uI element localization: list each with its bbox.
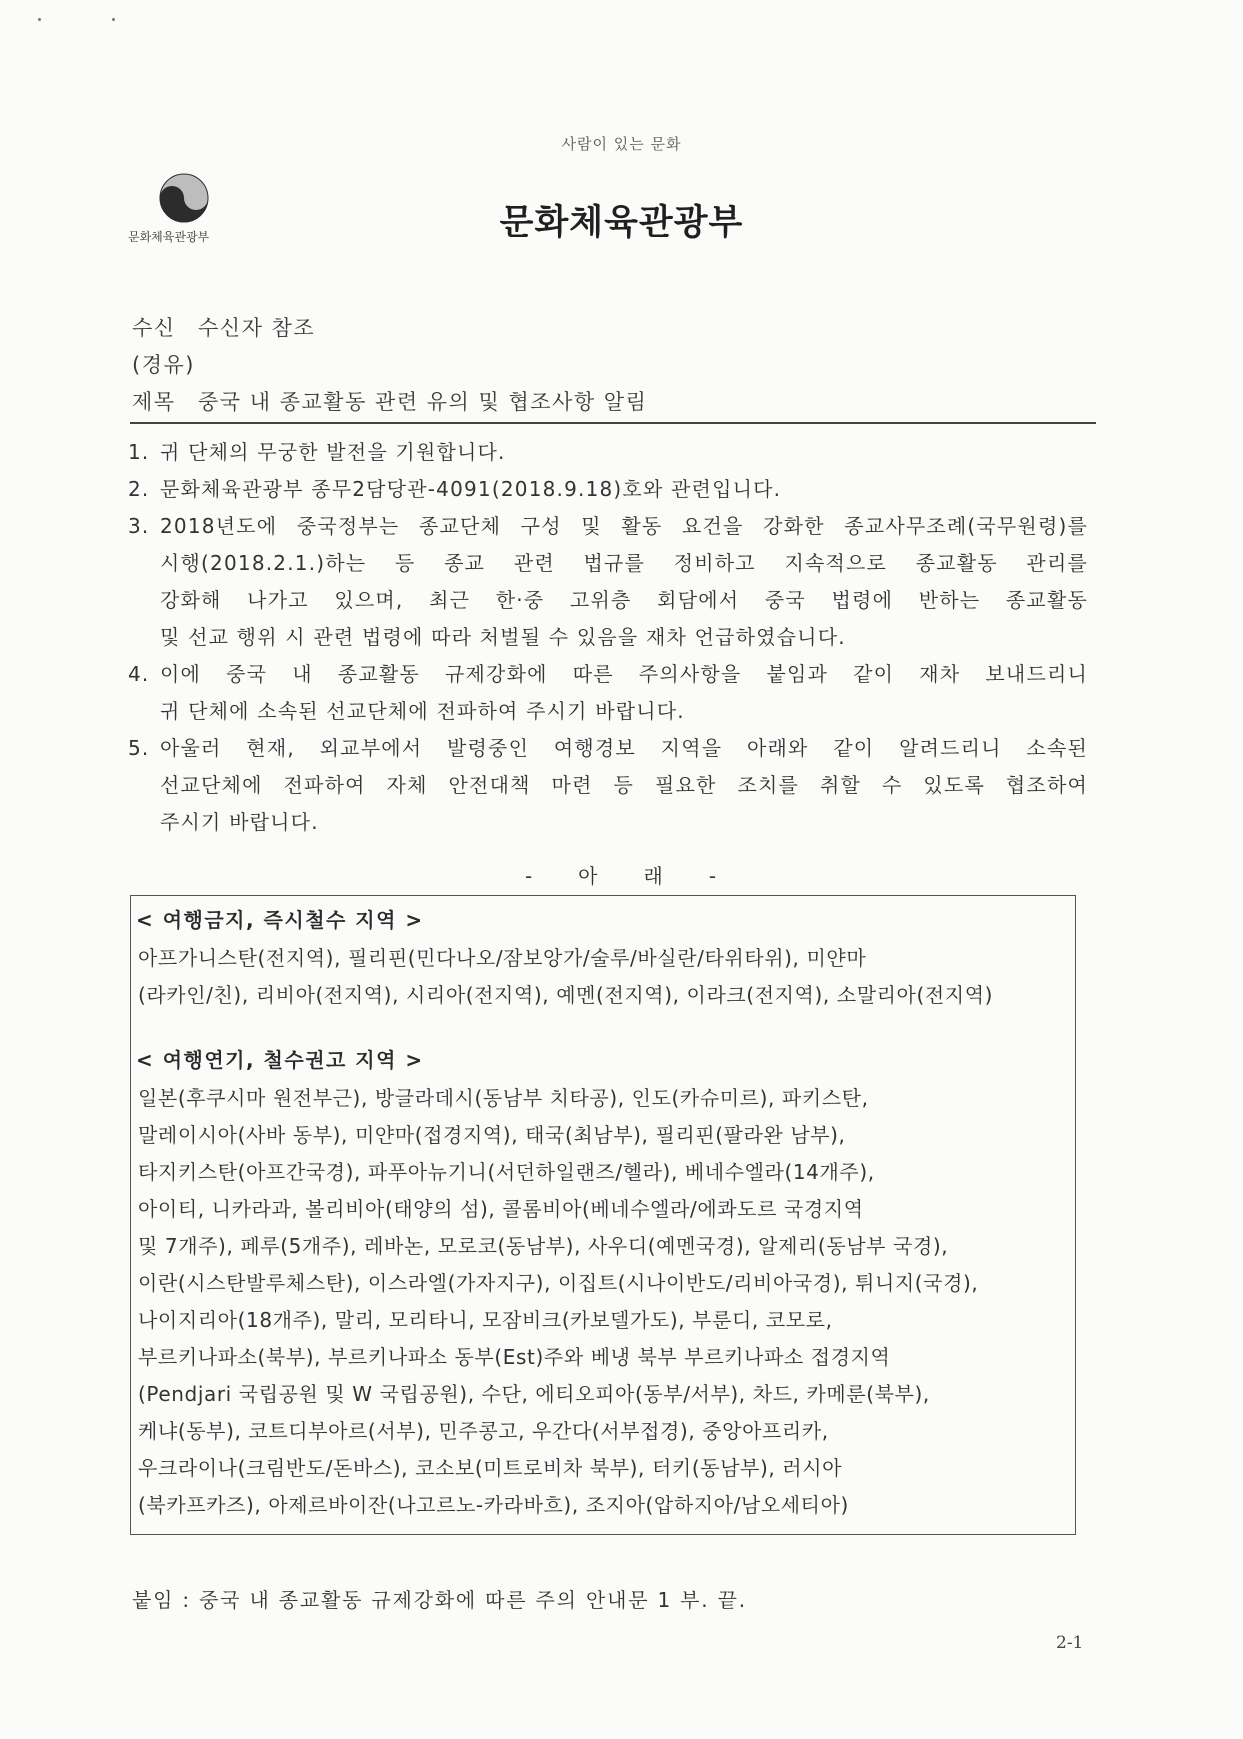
paragraph-4 bbox=[128, 656, 1088, 730]
region-line: (라카인/친), 리비아(전지역), 시리아(전지역), 예멘(전지역), 이라크(전지역), 소말리아(전지역) bbox=[138, 983, 994, 1007]
region-line: (Pendjari 국립공원 및 W 국립공원), 수단, 에티오피아(동부/서부), 차드, 카메룬(북부), bbox=[138, 1382, 930, 1406]
paragraph-1 bbox=[128, 434, 1088, 471]
paragraph-number: 2. bbox=[128, 477, 150, 501]
subject-value: 중국 내 종교활동 관련 유의 및 협조사항 알림 bbox=[198, 390, 648, 414]
attachment-note: 붙임 : 중국 내 종교활동 규제강화에 따른 주의 안내문 1 부. 끝. bbox=[132, 1588, 747, 1612]
notice-word: 래 bbox=[643, 864, 665, 888]
paragraph-line: 이에 중국 내 종교활동 규제강화에 따른 주의사항을 붙임과 같이 재차 보내드리니 bbox=[160, 662, 1088, 686]
subject-line bbox=[132, 386, 647, 416]
paragraph-2 bbox=[128, 471, 1088, 508]
recipient-value: 수신자 참조 bbox=[198, 316, 316, 340]
region-line: 케냐(동부), 코트디부아르(서부), 민주콩고, 우간다(서부접경), 중앙아프리카, bbox=[138, 1419, 829, 1443]
paragraph-line: 문화체육관광부 종무2담당관-4091(2018.9.18)호와 관련입니다. bbox=[160, 477, 782, 501]
paragraph-line: 선교단체에 전파하여 자체 안전대책 마련 등 필요한 조치를 취할 수 있도록 협조하여 bbox=[160, 773, 1088, 797]
page-number: 2-1 bbox=[1056, 1633, 1084, 1653]
notice-dash: - bbox=[708, 864, 719, 888]
section-postpone-title: < 여행연기, 철수권고 지역 > bbox=[136, 1048, 424, 1072]
section-ban-list bbox=[138, 940, 1064, 1014]
paragraph-5 bbox=[128, 730, 1088, 841]
region-line: 부르키나파소(북부), 부르키나파소 동부(Est)주와 베냉 북부 부르키나파소 접경지역 bbox=[138, 1345, 891, 1369]
subject-label: 제목 bbox=[132, 390, 176, 414]
scan-speck bbox=[112, 18, 115, 21]
paragraph-number: 1. bbox=[128, 440, 150, 464]
paragraph-number: 5. bbox=[128, 736, 150, 760]
region-line: 일본(후쿠시마 원전부근), 방글라데시(동남부 치타공), 인도(카슈미르), 파키스탄, bbox=[138, 1086, 869, 1110]
region-line: 아프가니스탄(전지역), 필리핀(민다나오/잠보앙가/술루/바실란/타위타위), 미얀마 bbox=[138, 946, 867, 970]
paragraph-number: 3. bbox=[128, 514, 150, 538]
region-line: 아이티, 니카라과, 볼리비아(태양의 섬), 콜롬비아(베네수엘라/에콰도르 국경지역 bbox=[138, 1197, 864, 1221]
region-line: 말레이시아(사바 동부), 미얀마(접경지역), 태국(최남부), 필리핀(팔라완 남부), bbox=[138, 1123, 846, 1147]
paragraph-line: 주시기 바랍니다. bbox=[160, 810, 319, 834]
paragraph-3 bbox=[128, 508, 1088, 656]
notice-dash: - bbox=[524, 864, 535, 888]
paragraph-line: 귀 단체의 무궁한 발전을 기원합니다. bbox=[160, 440, 506, 464]
region-line: (북카프카즈), 아제르바이잔(나고르노-카라바흐), 조지아(압하지아/남오세티아) bbox=[138, 1493, 849, 1517]
header-divider bbox=[130, 422, 1096, 424]
paragraph-line: 및 선교 행위 시 관련 법령에 따라 처벌될 수 있음을 재차 언급하였습니다. bbox=[160, 625, 846, 649]
slogan: 사람이 있는 문화 bbox=[561, 135, 682, 153]
notice-word: 아 bbox=[578, 864, 600, 888]
via-line: (경유) bbox=[132, 353, 195, 377]
paragraph-number: 4. bbox=[128, 662, 150, 686]
scan-speck bbox=[38, 18, 41, 21]
section-ban-title: < 여행금지, 즉시철수 지역 > bbox=[136, 908, 424, 932]
region-line: 나이지리아(18개주), 말리, 모리타니, 모잠비크(카보델가도), 부룬디, 코모로, bbox=[138, 1308, 833, 1332]
recipient-line bbox=[132, 312, 315, 342]
logo-text: 문화체육관광부 bbox=[128, 230, 210, 244]
recipient-label: 수신 bbox=[132, 316, 176, 340]
paragraph-line: 강화해 나가고 있으며, 최근 한·중 고위층 회담에서 중국 법령에 반하는 종교활동 bbox=[160, 588, 1088, 612]
paragraph-line: 시행(2018.2.1.)하는 등 종교 관련 법규를 정비하고 지속적으로 종교활동 관리를 bbox=[160, 551, 1088, 575]
paragraph-line: 아울러 현재, 외교부에서 발령중인 여행경보 지역을 아래와 같이 알려드리니 소속된 bbox=[160, 736, 1088, 760]
paragraph-line: 귀 단체에 소속된 선교단체에 전파하여 주시기 바랍니다. bbox=[160, 699, 685, 723]
region-line: 및 7개주), 페루(5개주), 레바논, 모로코(동남부), 사우디(예멘국경), 알제리(동남부 국경), bbox=[138, 1234, 949, 1258]
paragraph-line: 2018년도에 중국정부는 종교단체 구성 및 활동 요건을 강화한 종교사무조례(국무원령)를 bbox=[160, 514, 1088, 538]
region-line: 이란(시스탄발루체스탄), 이스라엘(가자지구), 이집트(시나이반도/리비아국경), 튀니지(국경), bbox=[138, 1271, 979, 1295]
organization-name: 문화체육관광부 bbox=[499, 203, 744, 243]
section-postpone-list bbox=[138, 1080, 1064, 1524]
region-line: 우크라이나(크림반도/돈바스), 코소보(미트로비차 북부), 터키(동남부), 러시아 bbox=[138, 1456, 843, 1480]
region-line: 타지키스탄(아프간국경), 파푸아뉴기니(서던하일랜즈/헬라), 베네수엘라(14개주), bbox=[138, 1160, 875, 1184]
notice-heading bbox=[0, 860, 1243, 889]
